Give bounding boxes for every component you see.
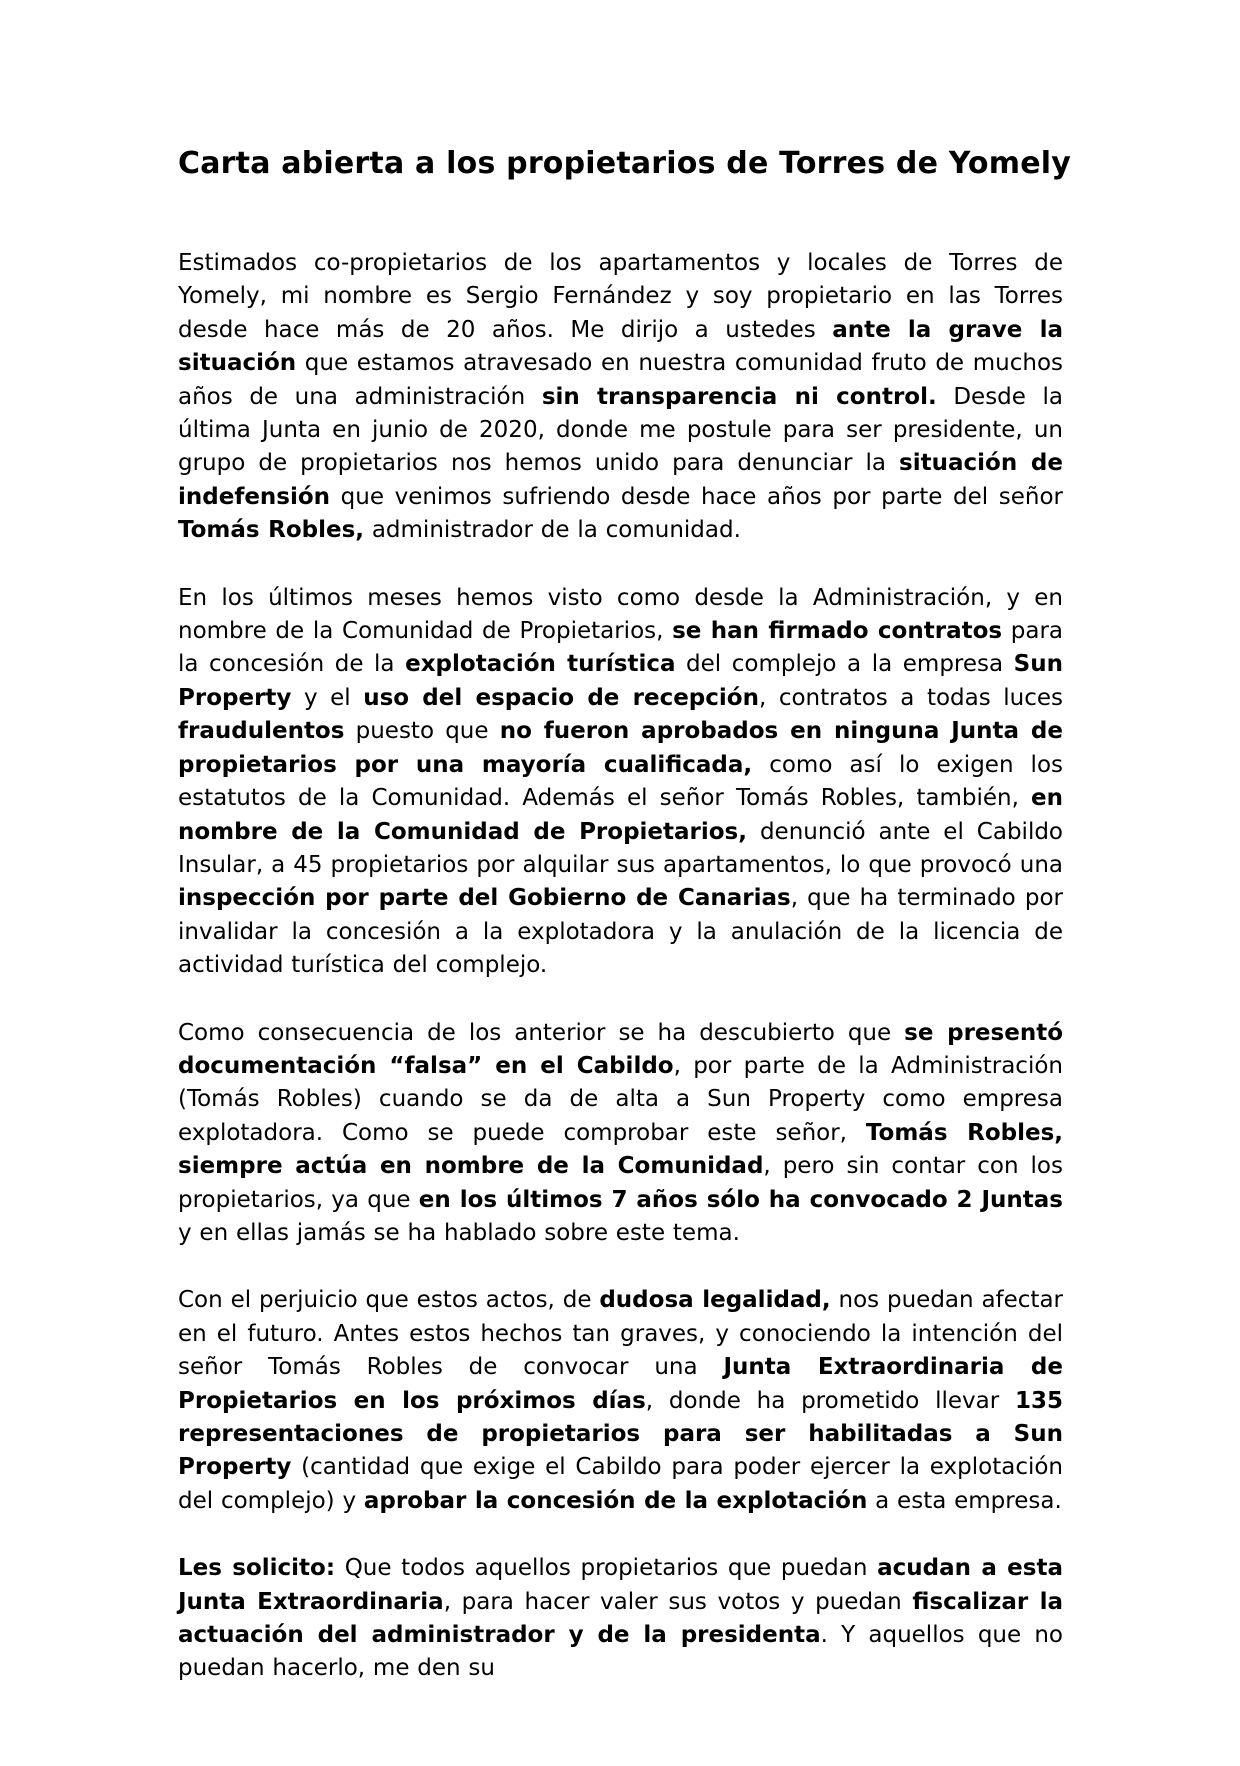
text-run: , por parte de la Administración (Tomás Robles) cuando se da de alta a Sun Property como empresa explotadora. Como se puede comprobar este señor,	[178, 1052, 1063, 1146]
text-run: a esta empresa.	[867, 1487, 1062, 1514]
text-run-bold: Les solicito:	[178, 1555, 336, 1582]
text-run: denunció ante el Cabildo Insular, a 45 propietarios por alquilar sus apartamentos, lo que provocó una	[178, 818, 1064, 878]
text-run-bold: acudan a esta Junta Extraordinaria	[178, 1555, 1063, 1615]
text-run: Estimados co-propietarios de los apartamentos y locales de Torres de Yomely, mi nombre es Sergio Fernández y soy propietario en las Torres desde hace más de 20 años. Me dirijo a ustedes	[178, 250, 1063, 343]
paragraph	[178, 1017, 1063, 1251]
text-run-bold: situación de indefensión	[178, 450, 1063, 510]
text-run: que venimos sufriendo desde hace años por parte del señor	[330, 483, 1063, 510]
text-run: , para hacer valer sus votos y puedan	[443, 1588, 913, 1615]
text-run-bold: no fueron aprobados en ninguna Junta de propietarios por una mayoría cualificada,	[178, 718, 1063, 778]
text-run: y el	[291, 684, 364, 711]
text-run-bold: sin transparencia ni control.	[541, 383, 937, 410]
letter-body	[178, 247, 1063, 1686]
text-run-bold: Tomás Robles, siempre actúa en nombre de la Comunidad	[178, 1119, 1063, 1180]
text-run-bold: en los últimos 7 años sólo ha convocado 2 Juntas	[418, 1186, 1063, 1213]
text-run: administrador de la comunidad.	[364, 517, 741, 544]
text-run-bold: fiscalizar la actuación del administrador y de la presidenta	[178, 1588, 1063, 1649]
text-run-bold: inspección por parte del Gobierno de Canarias	[178, 885, 791, 912]
text-run: Con el perjuicio que estos actos, de	[178, 1287, 600, 1314]
text-run: que estamos atravesado en nuestra comunidad fruto de muchos años de una administración	[178, 350, 1063, 410]
text-run-bold: se han firmado contratos	[672, 618, 1003, 645]
text-run-bold: fraudulentos	[178, 718, 345, 745]
text-run: , contratos a todas luces	[758, 684, 1063, 711]
paragraph	[178, 1284, 1063, 1518]
text-run-bold: Tomás Robles,	[178, 517, 365, 544]
text-run: , pero sin contar con los propietarios, ya que	[178, 1153, 1063, 1213]
letter-title: Carta abierta a los propietarios de Torres de Yomely	[178, 146, 1071, 181]
text-run: Que todos aquellos propietarios que puedan	[335, 1555, 878, 1582]
text-run: , donde ha prometido llevar	[645, 1387, 1015, 1414]
text-run-bold: uso del espacio de recepción	[363, 684, 759, 711]
paragraph	[178, 247, 1063, 548]
text-run-bold: en nombre de la Comunidad de Propietarios,	[178, 785, 1063, 845]
text-run: . Y aquellos que no puedan hacerlo, me den su	[178, 1622, 1063, 1682]
text-run-bold: 135 representaciones de propietarios para ser habilitadas a Sun Property	[178, 1387, 1063, 1481]
text-run-bold: ante la grave la situación	[178, 316, 1063, 377]
text-run: Desde la última Junta en junio de 2020, donde me postule para ser presidente, un grupo de propietarios nos hemos unido para denunciar la	[178, 383, 1064, 477]
text-run: como así lo exigen los estatutos de la Comunidad. Además el señor Tomás Robles, también,	[178, 751, 1063, 812]
paragraph	[178, 1552, 1063, 1686]
text-run-bold: dudosa legalidad,	[599, 1287, 831, 1314]
text-run: nos puedan afectar en el futuro. Antes estos hechos tan graves, y conociendo la intención del señor Tomás Robles de convocar una	[178, 1287, 1063, 1381]
text-run-bold: explotación turística	[405, 651, 676, 678]
text-run: y en ellas jamás se ha hablado sobre este tema.	[178, 1219, 740, 1246]
text-run: del complejo a la empresa	[675, 651, 1014, 678]
text-run: , que ha terminado por invalidar la concesión a la explotadora y la anulación de la licencia de actividad turística del complejo.	[178, 885, 1064, 979]
text-run: Como consecuencia de los anterior se ha descubierto que	[178, 1019, 905, 1046]
text-run-bold: Sun Property	[178, 651, 1063, 711]
text-run-bold: Junta Extraordinaria de Propietarios en los próximos días	[178, 1354, 1063, 1414]
text-run: para la concesión de la	[178, 618, 1063, 678]
text-run-bold: aprobar la concesión de la explotación	[363, 1487, 868, 1514]
text-run: puesto que	[344, 718, 500, 745]
paragraph	[178, 582, 1063, 983]
text-run: En los últimos meses hemos visto como desde la Administración, y en nombre de la Comunidad de Propietarios,	[178, 584, 1063, 645]
text-run-bold: se presentó documentación “falsa” en el Cabildo	[178, 1019, 1063, 1079]
text-run: (cantidad que exige el Cabildo para poder ejercer la explotación del complejo) y	[178, 1454, 1063, 1514]
